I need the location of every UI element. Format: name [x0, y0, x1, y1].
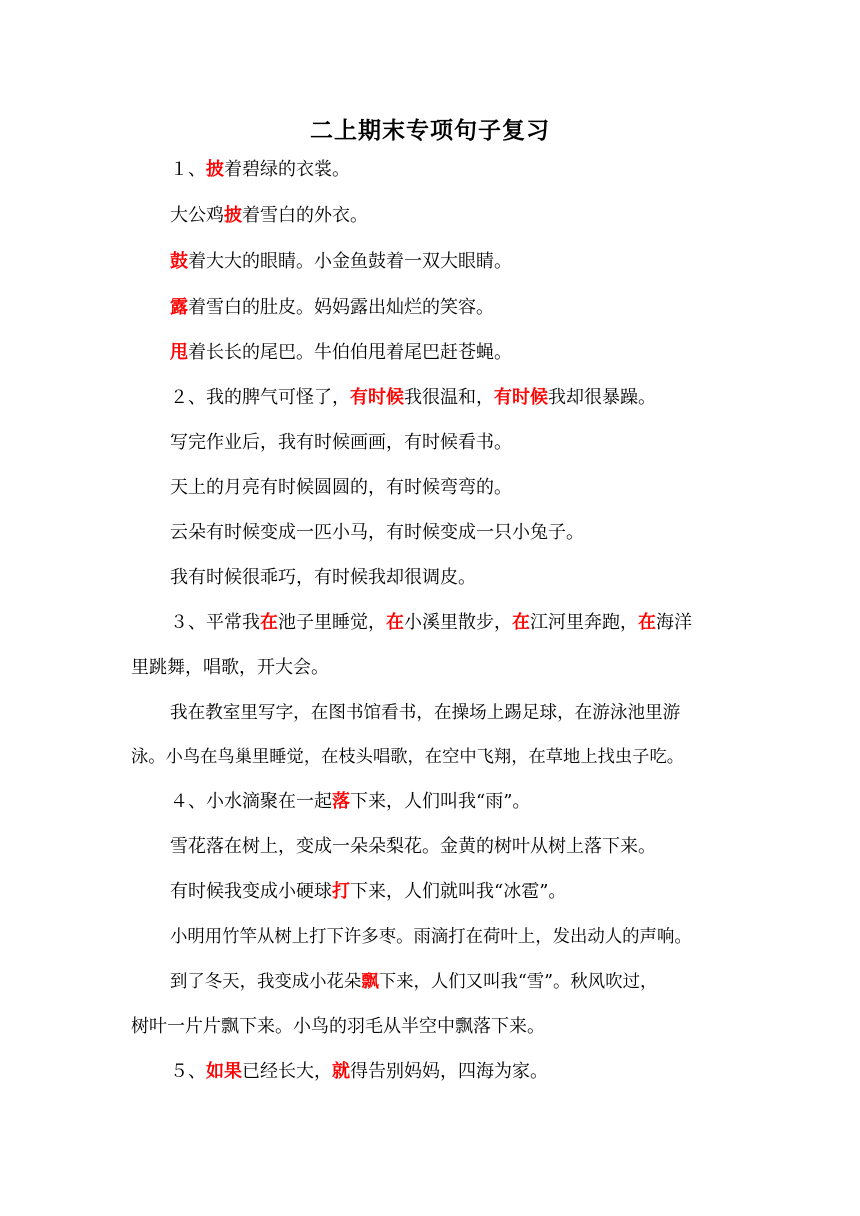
- highlighted-word: 在: [386, 612, 404, 633]
- text-line: [170, 566, 476, 590]
- text-segment: 着雪白的外衣。: [242, 205, 368, 226]
- text-segment: 写完作业后，我有时候画画，有时候看书。: [170, 432, 512, 453]
- text-segment: 江河里奔跑，: [530, 612, 638, 633]
- text-line: [170, 476, 512, 500]
- text-line: [131, 656, 329, 680]
- highlighted-word: 披: [224, 205, 242, 226]
- text-segment: ４、小水滴聚在一起: [170, 791, 332, 812]
- text-segment: 下来，人们又叫我“雪”。秋风吹过，: [378, 972, 658, 992]
- highlighted-word: 打: [332, 881, 350, 902]
- text-segment: １、: [170, 159, 206, 180]
- text-segment: 里跳舞，唱歌，开大会。: [131, 657, 329, 678]
- text-segment: 我很温和，: [404, 387, 494, 408]
- text-segment: 有时候我变成小硬球: [170, 881, 332, 902]
- text-segment: 得告别妈妈，四海为家。: [350, 1061, 548, 1082]
- text-line: [170, 204, 368, 228]
- text-line: [170, 790, 530, 814]
- highlighted-word: 鼓: [170, 251, 188, 272]
- text-segment: 雪花落在树上，变成一朵朵梨花。金黄的树叶从树上落下来。: [170, 836, 656, 857]
- text-segment: 泳。小鸟在鸟巢里睡觉，在枝头唱歌，在空中飞翔，在草地上找虫子吃。: [131, 747, 685, 767]
- text-segment: 云朵有时候变成一匹小马，有时候变成一只小兔子。: [170, 522, 584, 543]
- text-segment: 我有时候很乖巧，有时候我却很调皮。: [170, 567, 476, 588]
- text-segment: ５、: [170, 1061, 206, 1082]
- text-segment: ２、我的脾气可怪了，: [170, 387, 350, 408]
- text-line: [170, 250, 512, 274]
- highlighted-word: 露: [170, 297, 188, 318]
- text-line: [170, 296, 494, 320]
- text-line: [170, 386, 656, 410]
- text-segment: 天上的月亮有时候圆圆的，有时候弯弯的。: [170, 477, 512, 498]
- text-line: [170, 880, 566, 904]
- text-segment: 小溪里散步，: [404, 612, 512, 633]
- text-line: [170, 521, 584, 545]
- text-segment: 下来，人们就叫我“冰雹”。: [350, 881, 567, 902]
- text-line: [170, 1060, 548, 1084]
- text-segment: 我在教室里写字，在图书馆看书，在操场上踢足球，在游泳池里游: [170, 703, 681, 723]
- text-line: [170, 835, 656, 859]
- highlighted-word: 在: [638, 612, 656, 633]
- text-segment: 已经长大，: [242, 1061, 332, 1082]
- text-segment: 海洋: [656, 612, 692, 633]
- text-segment: 我却很暴躁。: [548, 387, 656, 408]
- text-segment: 着碧绿的衣裳。: [224, 159, 350, 180]
- text-segment: 着大大的眼睛。小金鱼鼓着一双大眼睛。: [188, 251, 512, 272]
- text-line: [170, 341, 512, 365]
- text-segment: 着长长的尾巴。牛伯伯甩着尾巴赶苍蝇。: [188, 342, 512, 363]
- text-line: [131, 745, 684, 769]
- highlighted-word: 有时候: [494, 387, 548, 408]
- highlighted-word: 落: [332, 791, 350, 812]
- highlighted-word: 如果: [206, 1061, 242, 1082]
- text-line: [170, 431, 512, 455]
- text-segment: 小明用竹竿从树上打下许多枣。雨滴打在荷叶上，发出动人的声响。: [170, 927, 692, 947]
- highlighted-word: 有时候: [350, 387, 404, 408]
- text-segment: 下来，人们叫我“雨”。: [350, 791, 531, 812]
- text-segment: 大公鸡: [170, 205, 224, 226]
- highlighted-word: 飘: [361, 972, 379, 992]
- text-line: [131, 1015, 545, 1039]
- text-segment: ３、平常我: [170, 612, 260, 633]
- text-line: [170, 611, 692, 635]
- text-segment: 树叶一片片飘下来。小鸟的羽毛从半空中飘落下来。: [131, 1016, 545, 1037]
- text-line: [170, 158, 350, 182]
- text-segment: 到了冬天，我变成小花朵: [170, 972, 362, 992]
- highlighted-word: 在: [512, 612, 530, 633]
- text-segment: 着雪白的肚皮。妈妈露出灿烂的笑容。: [188, 297, 494, 318]
- highlighted-word: 甩: [170, 342, 188, 363]
- highlighted-word: 披: [206, 159, 224, 180]
- text-line: [170, 701, 680, 725]
- page-title: 二上期末专项句子复习: [310, 118, 550, 144]
- text-segment: 池子里睡觉，: [278, 612, 386, 633]
- highlighted-word: 就: [332, 1061, 350, 1082]
- text-line: [170, 970, 657, 994]
- highlighted-word: 在: [260, 612, 278, 633]
- text-line: [170, 925, 692, 949]
